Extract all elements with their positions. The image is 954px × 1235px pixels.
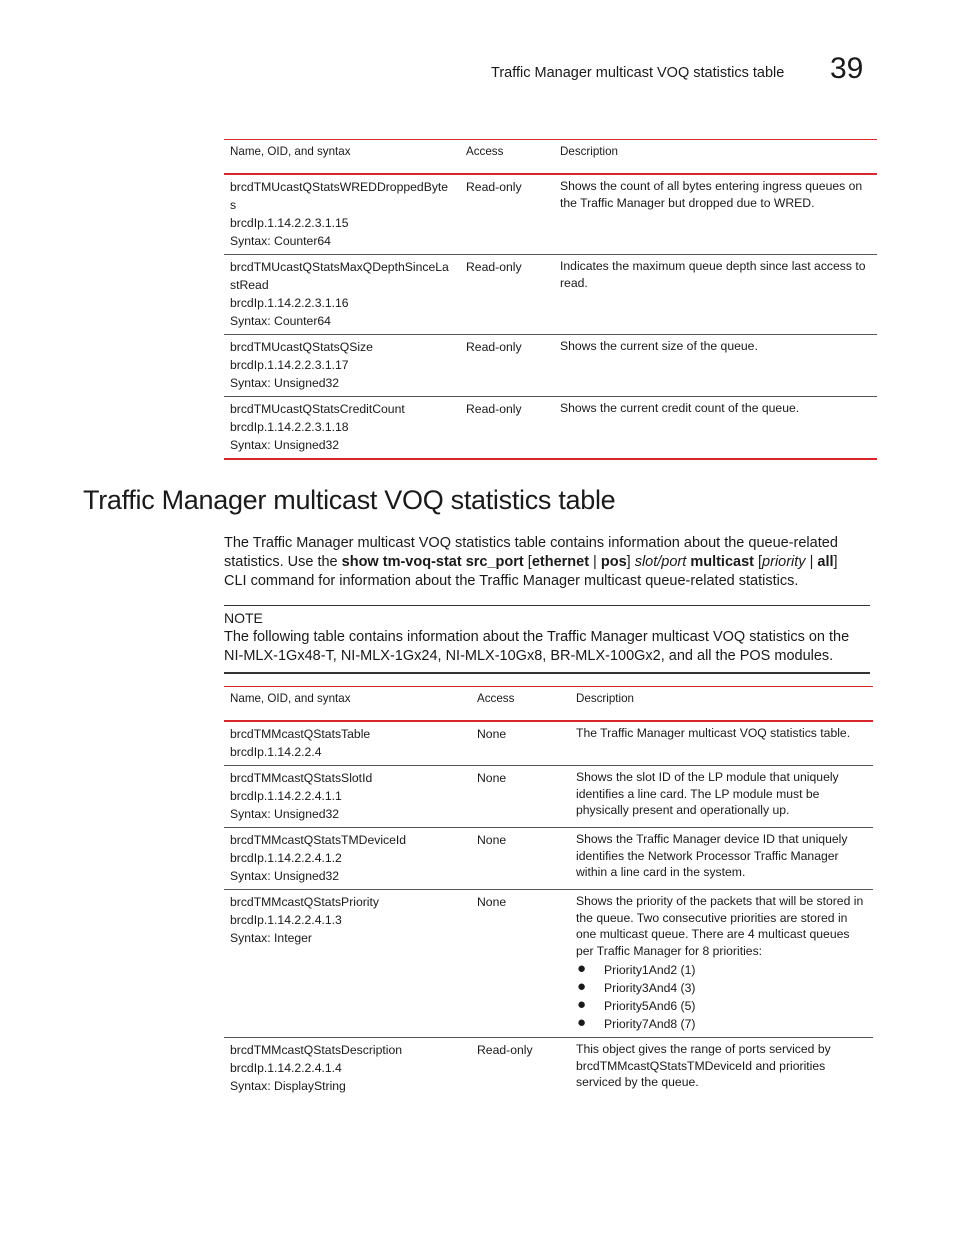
object-syntax: Syntax: Unsigned32 <box>230 376 340 390</box>
table-row <box>224 397 877 460</box>
object-oid: brcdIp.1.14.2.2.4.1.4 <box>230 1061 342 1075</box>
access-cell: Read-only <box>460 335 554 397</box>
syntax-bracket: ] <box>626 554 635 570</box>
running-header-title: Traffic Manager multicast VOQ statistics table <box>491 65 785 81</box>
name-cell <box>224 890 471 1038</box>
object-oid: brcdIp.1.14.2.2.4 <box>230 745 322 759</box>
column-header: Name, OID, and syntax <box>224 140 460 175</box>
list-item-text: Priority1And2 (1) <box>604 963 696 977</box>
table-row <box>224 335 877 397</box>
access-cell: Read-only <box>460 255 554 335</box>
object-name: stRead <box>230 278 269 292</box>
column-header: Access <box>471 687 570 722</box>
command-keyword: show tm-voq-stat src_port <box>341 554 524 570</box>
bullet-icon: ● <box>577 1014 587 1031</box>
description-cell: Indicates the maximum queue depth since last access to read. <box>554 255 877 335</box>
list-item <box>576 979 867 997</box>
list-item <box>576 1015 867 1033</box>
object-name: brcdTMUcastQStatsCreditCount <box>230 402 405 416</box>
syntax-bracket: [ <box>523 554 532 570</box>
description-cell <box>570 890 873 1038</box>
name-cell <box>224 255 460 335</box>
object-syntax: Syntax: Unsigned32 <box>230 869 340 883</box>
name-cell <box>224 1038 471 1100</box>
bullet-icon: ● <box>577 960 587 977</box>
command-keyword: ethernet <box>531 554 590 570</box>
object-oid: brcdIp.1.14.2.2.4.1.3 <box>230 913 342 927</box>
name-cell <box>224 174 460 255</box>
column-header: Description <box>570 687 873 722</box>
mib-table-multicast <box>224 686 873 1099</box>
table-row <box>224 1038 873 1100</box>
list-item <box>576 997 867 1015</box>
intro-text: The Traffic Manager multicast VOQ statistics table contains information about the queue-related statistics. Use the <box>224 535 838 570</box>
column-header: Name, OID, and syntax <box>224 687 471 722</box>
object-name: brcdTMUcastQStatsWREDDroppedByte <box>230 180 449 194</box>
command-variable: priority <box>762 554 806 570</box>
access-cell: None <box>471 766 570 828</box>
description-text: Shows the priority of the packets that will be stored in the queue. Two consecutive priorities are stored in one multicast queue. There are 4 multicast queues per Traffic Manager for 8 priorities: <box>576 894 864 958</box>
object-syntax: Syntax: Unsigned32 <box>230 807 340 821</box>
object-oid: brcdIp.1.14.2.2.4.1.1 <box>230 789 342 803</box>
table-row <box>224 255 877 335</box>
table-row <box>224 766 873 828</box>
object-name: brcdTMMcastQStatsDescription <box>230 1043 403 1057</box>
object-oid: brcdIp.1.14.2.2.3.1.16 <box>230 296 349 310</box>
bullet-icon: ● <box>577 978 587 995</box>
access-cell: Read-only <box>477 1043 533 1057</box>
intro-tail: ] CLI command for information about the Traffic Manager multicast queue-related statistics. <box>224 554 838 589</box>
section-intro <box>224 534 864 591</box>
syntax-bracket: [ <box>753 554 763 570</box>
object-name: brcdTMMcastQStatsSlotId <box>230 771 373 785</box>
table-header-row <box>224 140 877 175</box>
command-variable: slot/port <box>634 554 687 570</box>
object-syntax: Syntax: Counter64 <box>230 234 331 248</box>
object-oid: brcdIp.1.14.2.2.4.1.2 <box>230 851 342 865</box>
note-box <box>224 605 870 674</box>
command-keyword: multicast <box>686 554 754 570</box>
access-cell: Read-only <box>460 397 554 460</box>
description-cell: This object gives the range of ports serviced by brcdTMMcastQStatsTMDeviceId and priorities serviced by the queue. <box>576 1042 831 1089</box>
object-name: brcdTMMcastQStatsTMDeviceId <box>230 833 407 847</box>
object-name: brcdTMMcastQStatsTable <box>230 727 371 741</box>
priority-list <box>576 961 867 1033</box>
syntax-separator: | <box>805 554 818 570</box>
table-row <box>224 174 877 255</box>
description-cell: Shows the current size of the queue. <box>554 335 877 397</box>
syntax-separator: | <box>589 554 601 570</box>
object-oid: brcdIp.1.14.2.2.3.1.17 <box>230 358 349 372</box>
object-name: s <box>230 198 237 212</box>
description-cell: Shows the current credit count of the queue. <box>554 397 877 460</box>
table-row <box>224 890 873 1038</box>
table-row <box>224 721 873 766</box>
object-syntax: Syntax: Unsigned32 <box>230 438 340 452</box>
column-header: Access <box>460 140 554 175</box>
command-keyword: pos <box>600 554 627 570</box>
object-oid: brcdIp.1.14.2.2.3.1.18 <box>230 420 349 434</box>
list-item-text: Priority5And6 (5) <box>604 999 696 1013</box>
object-syntax: Syntax: DisplayString <box>230 1079 346 1093</box>
table-row <box>224 828 873 890</box>
command-keyword: all <box>817 554 834 570</box>
table-header-row <box>224 687 873 722</box>
name-cell <box>224 397 460 460</box>
access-cell: None <box>471 890 570 1038</box>
object-name: brcdTMUcastQStatsQSize <box>230 340 373 354</box>
note-label: NOTE <box>224 610 263 626</box>
name-cell <box>224 721 471 766</box>
access-cell: None <box>471 828 570 890</box>
object-name: brcdTMUcastQStatsMaxQDepthSinceLa <box>230 260 449 274</box>
object-name: brcdTMMcastQStatsPriority <box>230 895 379 909</box>
list-item <box>576 961 867 979</box>
description-cell: Shows the Traffic Manager device ID that uniquely identifies the Network Processor Traffic Manager within a line card in the system. <box>570 828 873 890</box>
description-cell: Shows the count of all bytes entering ingress queues on the Traffic Manager but dropped due to WRED. <box>554 174 877 255</box>
bullet-icon: ● <box>577 996 587 1013</box>
mib-table-unicast <box>224 139 877 460</box>
chapter-number: 39 <box>830 52 864 85</box>
note-text: The following table contains information about the Traffic Manager multicast VOQ statistics on the NI-MLX-1Gx48-T, NI-MLX-1Gx24, NI-MLX-10Gx8, BR-MLX-100Gx2, and all the POS modules. <box>224 629 850 664</box>
access-cell: None <box>471 721 570 766</box>
access-cell: Read-only <box>460 174 554 255</box>
object-syntax: Syntax: Counter64 <box>230 314 331 328</box>
name-cell <box>224 335 460 397</box>
object-syntax: Syntax: Integer <box>230 931 312 945</box>
section-title: Traffic Manager multicast VOQ statistics table <box>83 485 616 515</box>
name-cell <box>224 766 471 828</box>
list-item-text: Priority3And4 (3) <box>604 981 696 995</box>
description-cell: The Traffic Manager multicast VOQ statistics table. <box>570 721 873 766</box>
list-item-text: Priority7And8 (7) <box>604 1017 696 1031</box>
name-cell <box>224 828 471 890</box>
description-cell: Shows the slot ID of the LP module that uniquely identifies a line card. The LP module must be physically present and operationally up. <box>570 766 873 828</box>
object-oid: brcdIp.1.14.2.2.3.1.15 <box>230 216 349 230</box>
column-header: Description <box>554 140 877 175</box>
